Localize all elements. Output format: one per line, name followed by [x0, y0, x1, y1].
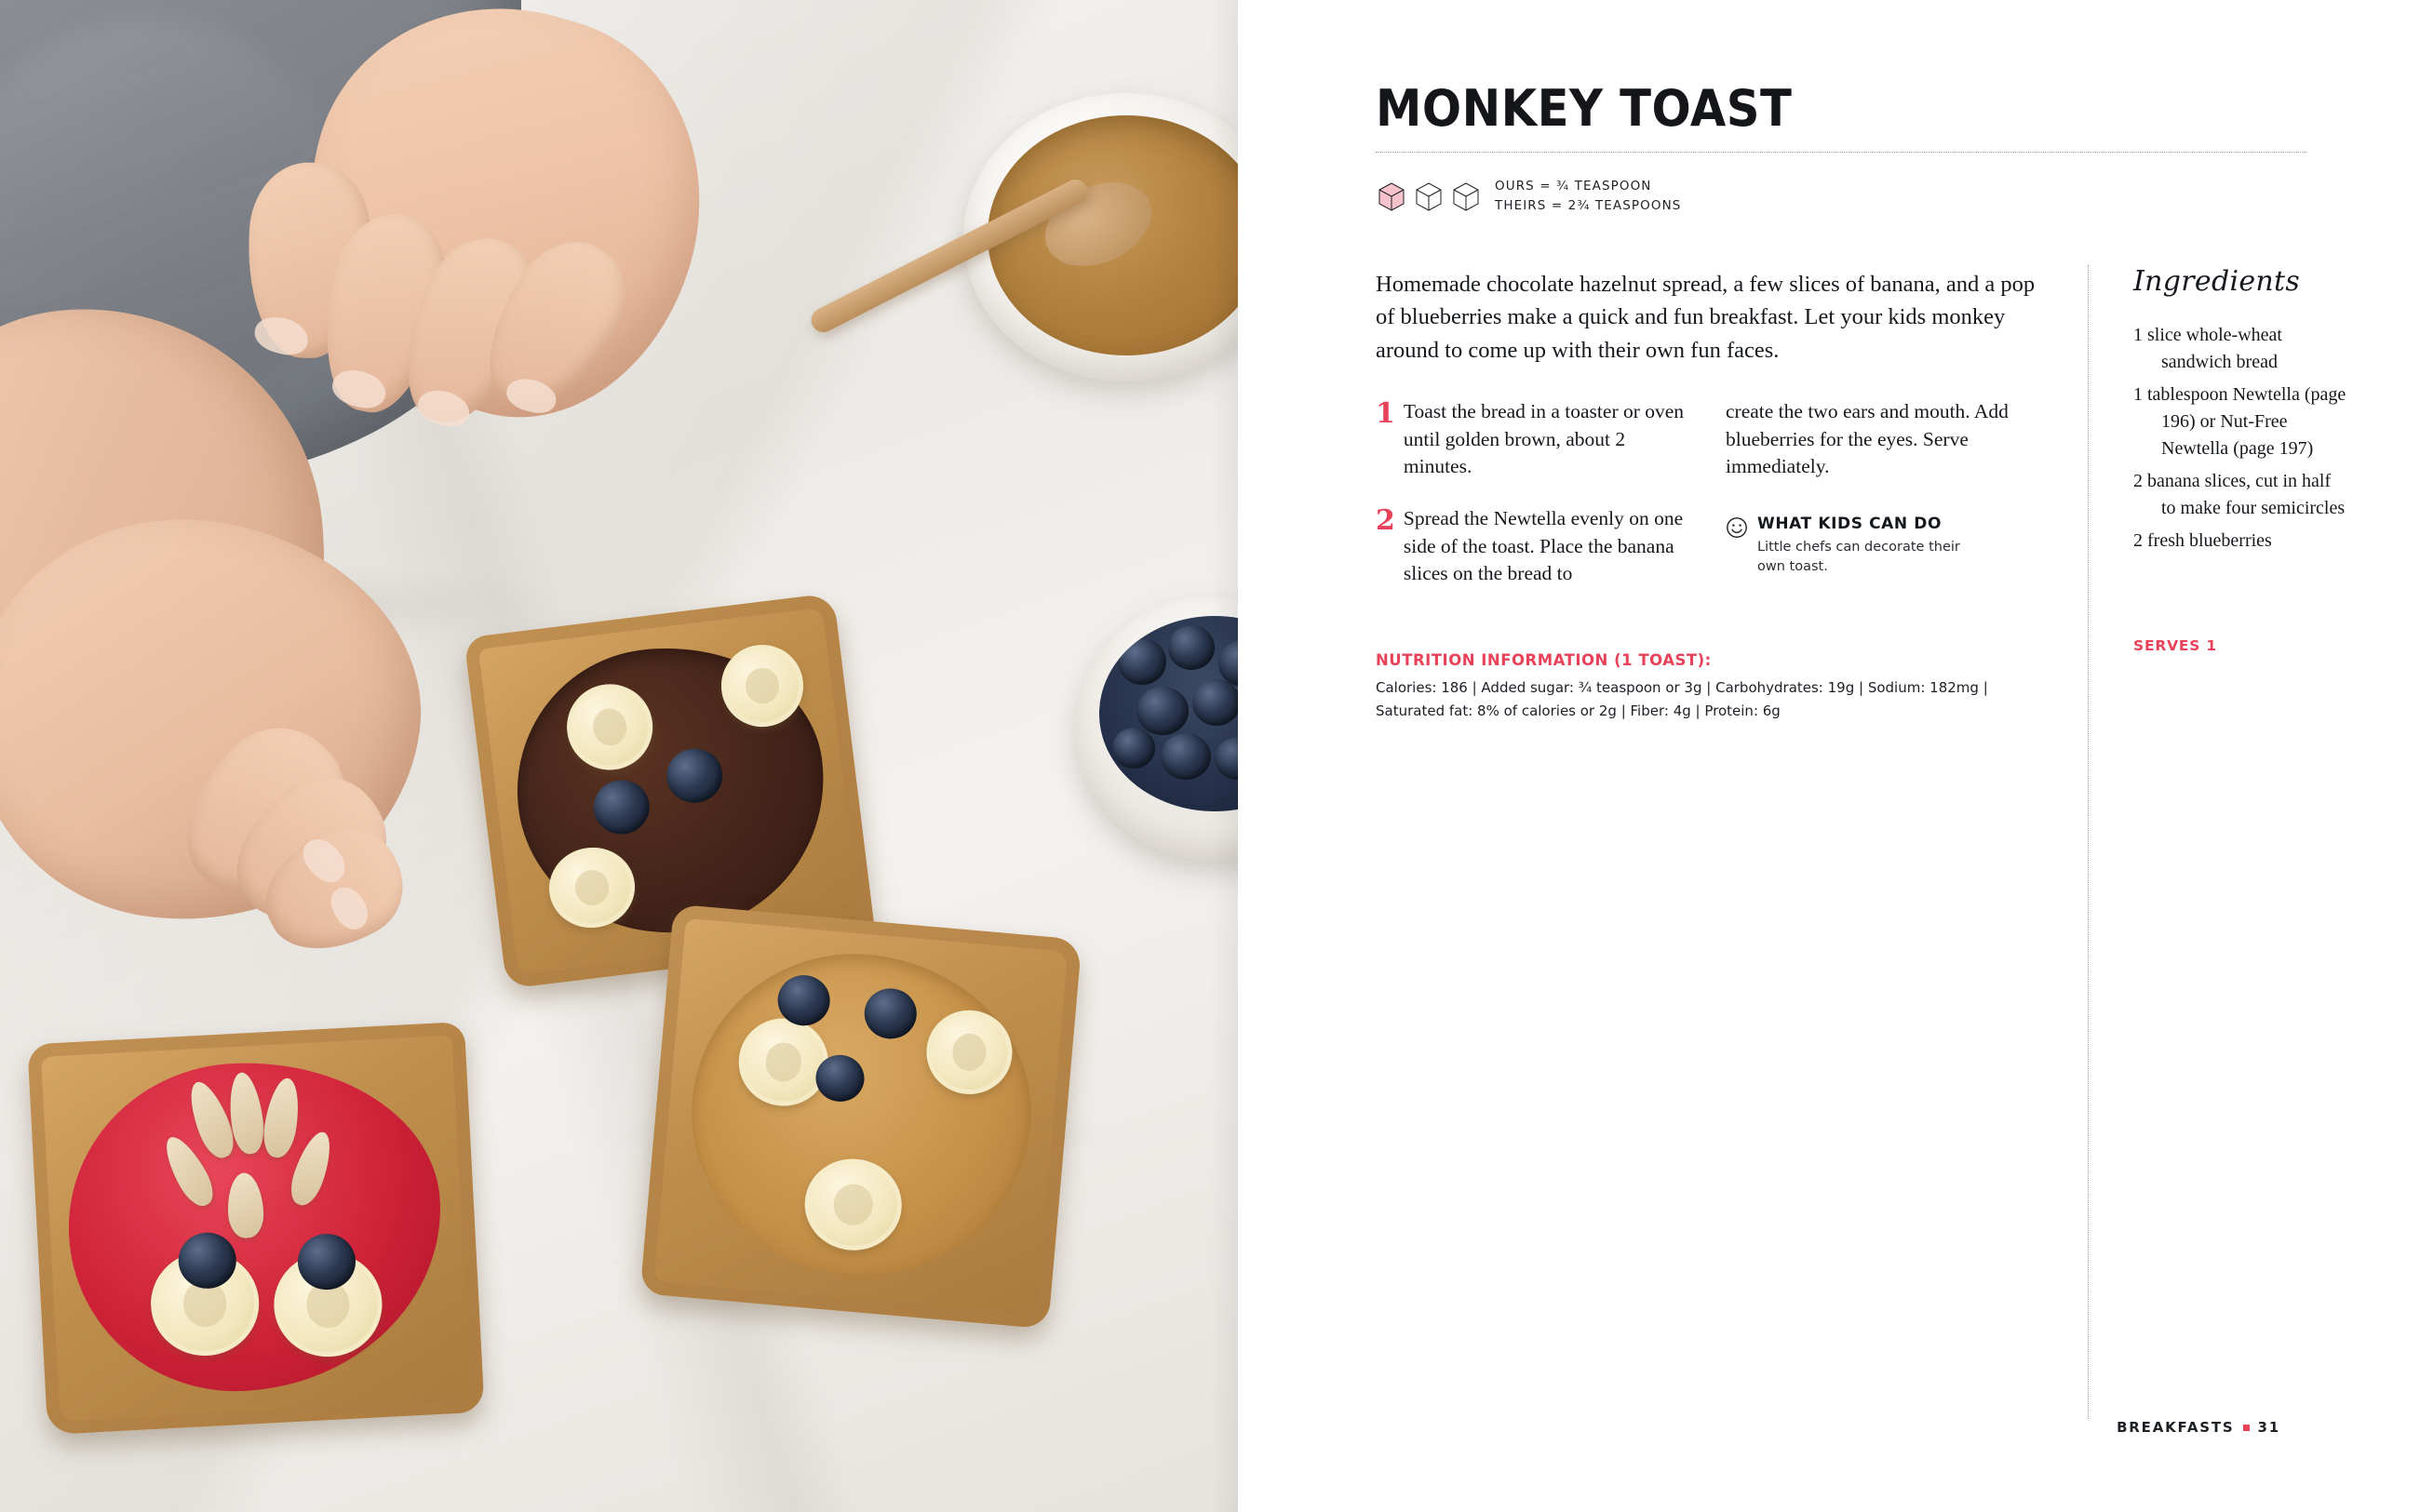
ingredient-item: 2 banana slices, cut in half to make four semicircles	[2133, 471, 2346, 518]
nutrition-line-1: Calories: 186 | Added sugar: ¾ teaspoon or 3g | Carbohydrates: 19g | Sodium: 182mg |	[1376, 679, 1988, 696]
strawberry-almond-owl-toast	[27, 1022, 484, 1435]
sugar-ours-label: OURS = ¾ TEASPOON	[1495, 179, 1652, 194]
footer-section-label: BREAKFASTS	[2117, 1419, 2235, 1436]
step-number: 1	[1376, 397, 1395, 430]
step-number: 2	[1376, 503, 1395, 537]
ingredients-list	[2133, 322, 2347, 555]
column-divider	[2088, 265, 2089, 1419]
serves-label: SERVES 1	[2133, 637, 2218, 654]
nutrition-line-2: Saturated fat: 8% of calories or 2g | Fiber: 4g | Protein: 6g	[1376, 702, 1781, 719]
step-continuation-text: create the two ears and mouth. Add blueberries for the eyes. Serve immediately.	[1726, 400, 2009, 478]
sugar-labels	[1495, 177, 1681, 216]
sugar-theirs-label: THEIRS = 2¾ TEASPOONS	[1495, 197, 1682, 213]
page-gutter-shadow	[1210, 0, 1238, 1512]
nutrition-heading: NUTRITION INFORMATION (1 TOAST):	[1376, 651, 1712, 669]
ingredient-item: 1 tablespoon Newtella (page 196) or Nut-Free Newtella (page 197)	[2133, 384, 2346, 459]
footer-page-number: 31	[2257, 1419, 2280, 1436]
steps-column-right	[1726, 398, 2040, 612]
steps-column-left	[1376, 398, 1690, 612]
sugar-comparison	[1376, 177, 1681, 216]
sugar-cube-empty-icon	[1450, 181, 1482, 212]
recipe-steps	[1376, 398, 2041, 612]
ingredient-item: 1 slice whole-wheat sandwich bread	[2133, 325, 2282, 372]
ingredients-heading: Ingredients	[2133, 265, 2301, 298]
nutrition-information	[1376, 651, 2041, 723]
kids-text: Little chefs can decorate their own toast.	[1757, 539, 1960, 574]
peanut-butter-monkey-toast	[640, 904, 1082, 1330]
page-title: MONKEY TOAST	[1376, 79, 1793, 138]
page-footer	[2117, 1419, 2280, 1436]
step-item	[1376, 505, 1690, 588]
step-text: Spread the Newtella evenly on one side of the toast. Place the banana slices on the bread to	[1403, 506, 1684, 585]
step-text: Toast the bread in a toaster or oven until golden brown, about 2 minutes.	[1403, 400, 1685, 478]
what-kids-can-do	[1726, 515, 2040, 577]
ingredient-item: 2 fresh blueberries	[2133, 530, 2272, 551]
smiley-face-icon	[1726, 516, 1748, 539]
sugar-cube-empty-icon	[1413, 181, 1445, 212]
ingredients-panel	[2133, 265, 2347, 560]
step-item	[1376, 398, 1690, 481]
kids-title: WHAT KIDS CAN DO	[1757, 514, 1943, 533]
sugar-cube-filled-icon	[1376, 181, 1407, 212]
title-divider	[1376, 152, 2306, 153]
footer-square-icon	[2243, 1425, 2250, 1431]
recipe-intro: Homemade chocolate hazelnut spread, a few slices of banana, and a pop of blueberries make a quick and fun breakfast. Let your kids monkey around to come up with their own fun faces.	[1376, 272, 2036, 363]
sugar-cubes	[1376, 181, 1482, 212]
recipe-text-page	[1238, 0, 2420, 1512]
